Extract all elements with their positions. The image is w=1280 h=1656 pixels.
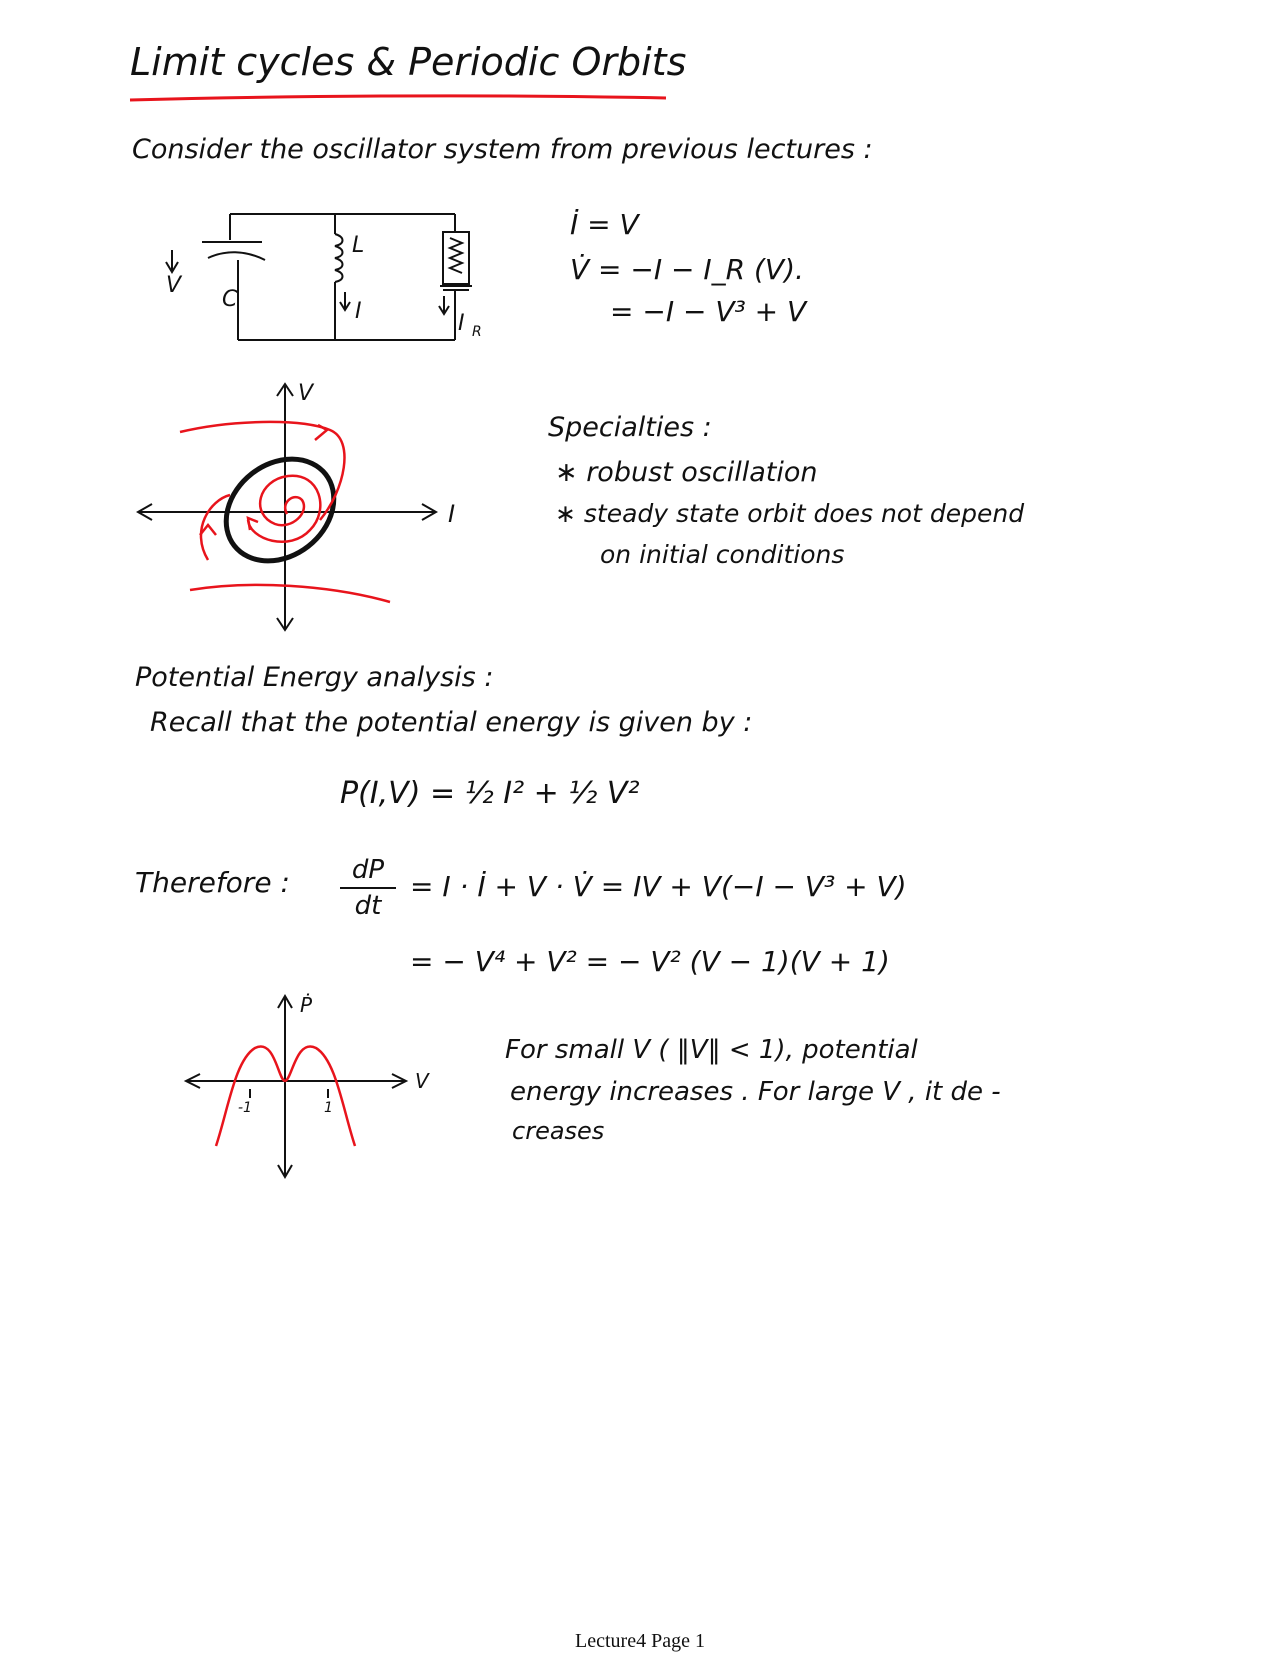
potential-recall: Recall that the potential energy is given by : bbox=[150, 707, 753, 738]
equation-v-dot-expanded: = −I − V³ + V bbox=[610, 295, 807, 328]
phase-plot bbox=[130, 380, 490, 640]
page-title: Limit cycles & Periodic Orbits bbox=[130, 40, 687, 84]
page-footer: Lecture4 Page 1 bbox=[575, 1630, 705, 1652]
dt-denominator: dt bbox=[354, 891, 382, 921]
title-underline bbox=[128, 92, 668, 106]
specialty-item-2: ∗ steady state orbit does not depend bbox=[555, 499, 1025, 528]
therefore-label: Therefore : bbox=[135, 866, 290, 899]
pdot-tick-pos-1: 1 bbox=[324, 1100, 333, 1116]
circuit-label-v: V bbox=[166, 273, 182, 298]
specialty-item-2-continued: on initial conditions bbox=[600, 540, 845, 569]
pdot-tick-neg-1: -1 bbox=[238, 1100, 252, 1116]
phase-axis-v: V bbox=[298, 381, 314, 406]
potential-heading: Potential Energy analysis : bbox=[135, 662, 494, 693]
phase-axis-i: I bbox=[448, 500, 456, 528]
circuit-diagram bbox=[150, 200, 530, 360]
circuit-label-ir-sub: R bbox=[472, 324, 482, 340]
dp-numerator: dP bbox=[340, 855, 396, 889]
potential-formula: P(I,V) = ½ I² + ½ V² bbox=[340, 776, 640, 811]
equation-v-dot: V̇ = −I − I_R (V). bbox=[570, 253, 804, 286]
derivative-line-1: = I · İ + V · V̇ = IV + V(−I − V³ + V) bbox=[410, 870, 907, 903]
specialties-heading: Specialties : bbox=[548, 412, 712, 443]
derivative-line-2: = − V⁴ + V² = − V² (V − 1)(V + 1) bbox=[410, 945, 890, 978]
specialty-item-1: ∗ robust oscillation bbox=[555, 457, 818, 488]
dp-dt-fraction bbox=[340, 855, 396, 921]
circuit-label-ir: I bbox=[458, 311, 465, 336]
observation-line-3: creases bbox=[512, 1117, 605, 1145]
equation-i-dot: İ = V bbox=[570, 208, 639, 241]
pdot-plot bbox=[180, 990, 450, 1180]
observation-line-2: energy increases . For large V , it de - bbox=[510, 1077, 1001, 1107]
circuit-label-c: C bbox=[222, 287, 238, 312]
limit-cycle-orbit bbox=[206, 438, 354, 582]
circuit-label-i: I bbox=[355, 299, 362, 324]
intro-text: Consider the oscillator system from previous lectures : bbox=[132, 134, 873, 165]
observation-line-1: For small V ( ‖V‖ < 1), potential bbox=[505, 1035, 918, 1065]
circuit-label-l: L bbox=[352, 233, 365, 258]
pdot-axis-p: Ṗ bbox=[300, 993, 313, 1017]
pdot-axis-v: V bbox=[415, 1069, 429, 1093]
